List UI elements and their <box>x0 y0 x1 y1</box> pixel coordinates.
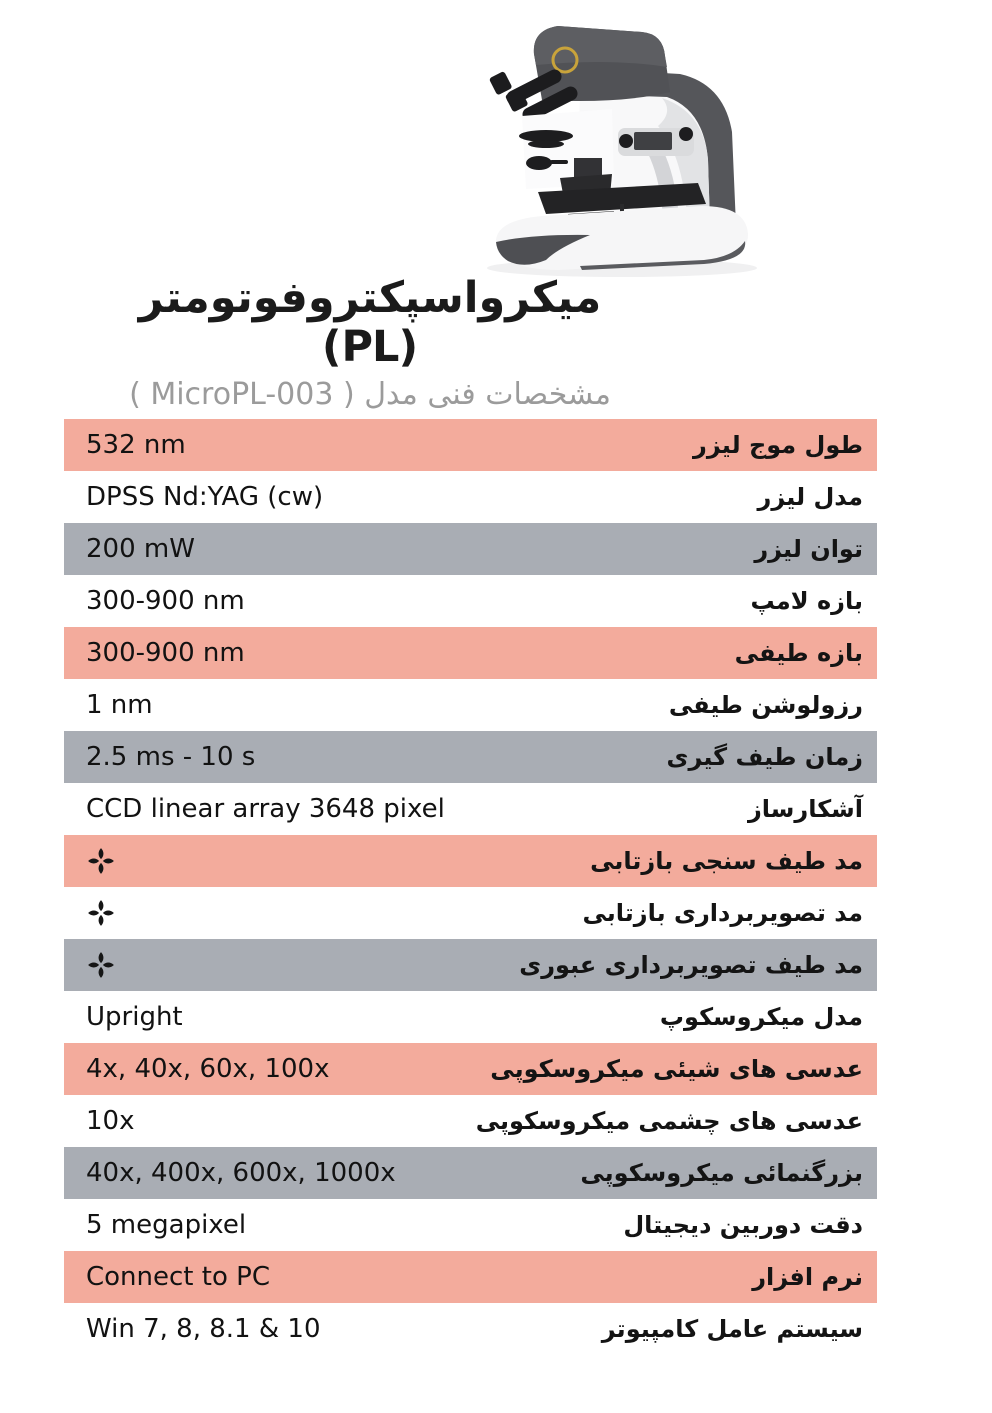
table-row <box>64 1095 877 1147</box>
four-petal-asterisk-icon <box>86 950 116 980</box>
row-label: توان لیزر <box>754 535 863 563</box>
row-label: رزولوشن طیفی <box>668 691 863 719</box>
table-row <box>64 471 877 523</box>
lcd-panel <box>618 127 694 156</box>
row-value: Connect to PC <box>86 1262 270 1292</box>
row-value: 1 nm <box>86 690 153 720</box>
row-value <box>86 898 116 928</box>
row-value: CCD linear array 3648 pixel <box>86 794 445 824</box>
table-row <box>64 1043 877 1095</box>
row-value: 40x, 400x, 600x, 1000x <box>86 1158 396 1188</box>
table-row <box>64 835 877 887</box>
row-label: دقت دوربین دیجیتال <box>623 1211 863 1239</box>
four-petal-asterisk-icon <box>86 846 116 876</box>
row-value: 532 nm <box>86 430 186 460</box>
page-subtitle: مشخصات فنی مدل ( MicroPL-003 ) <box>129 376 611 412</box>
row-label: مدل میکروسکوپ <box>659 1003 863 1031</box>
table-row <box>64 523 877 575</box>
row-value: DPSS Nd:YAG (cw) <box>86 482 324 512</box>
four-petal-asterisk-icon <box>86 898 116 928</box>
table-row <box>64 887 877 939</box>
row-label: زمان طیف گیری <box>666 743 863 771</box>
table-row <box>64 939 877 991</box>
table-row <box>64 679 877 731</box>
row-label: آشکارساز <box>747 795 863 823</box>
spec-table <box>64 419 877 1355</box>
row-value <box>86 950 116 980</box>
table-row <box>64 731 877 783</box>
row-value: 4x, 40x, 60x, 100x <box>86 1054 330 1084</box>
row-value: 300-900 nm <box>86 638 245 668</box>
table-row <box>64 991 877 1043</box>
row-label: بزرگنمائی میکروسکوپی <box>580 1159 863 1187</box>
row-label: عدسی های چشمی میکروسکوپی <box>475 1107 863 1135</box>
row-value: 10x <box>86 1106 135 1136</box>
row-label: طول موج لیزر <box>693 431 863 459</box>
table-row <box>64 1251 877 1303</box>
row-value: 200 mW <box>86 534 195 564</box>
table-row <box>64 1303 877 1355</box>
title-block <box>100 274 640 413</box>
row-value: Upright <box>86 1002 183 1032</box>
table-row <box>64 1199 877 1251</box>
row-label: مد طیف تصویربرداری عبوری <box>519 951 863 979</box>
row-label: مد تصویربرداری بازتابی <box>582 899 863 927</box>
table-row <box>64 575 877 627</box>
row-label: بازه لامپ <box>750 587 863 615</box>
table-row <box>64 783 877 835</box>
row-label: سیستم عامل کامپیوتر <box>601 1315 863 1343</box>
table-row <box>64 627 877 679</box>
microscope-illustration <box>462 8 772 280</box>
row-label: بازه طیفی <box>734 639 863 667</box>
row-label: مدل لیزر <box>757 483 863 511</box>
row-label: نرم افزار <box>752 1263 863 1291</box>
row-value: 5 megapixel <box>86 1210 247 1240</box>
row-value: 2.5 ms - 10 s <box>86 742 256 772</box>
row-value: 300-900 nm <box>86 586 245 616</box>
table-row <box>64 419 877 471</box>
row-label: عدسی های شیئی میکروسکوپی <box>490 1055 863 1083</box>
page-title: میکرواسپکتروفوتومتر (PL) <box>138 273 602 373</box>
row-value <box>86 846 116 876</box>
microscope-image <box>462 8 772 280</box>
table-row <box>64 1147 877 1199</box>
row-label: مد طیف سنجی بازتابی <box>590 847 863 875</box>
row-value: Win 7, 8, 8.1 & 10 <box>86 1314 321 1344</box>
